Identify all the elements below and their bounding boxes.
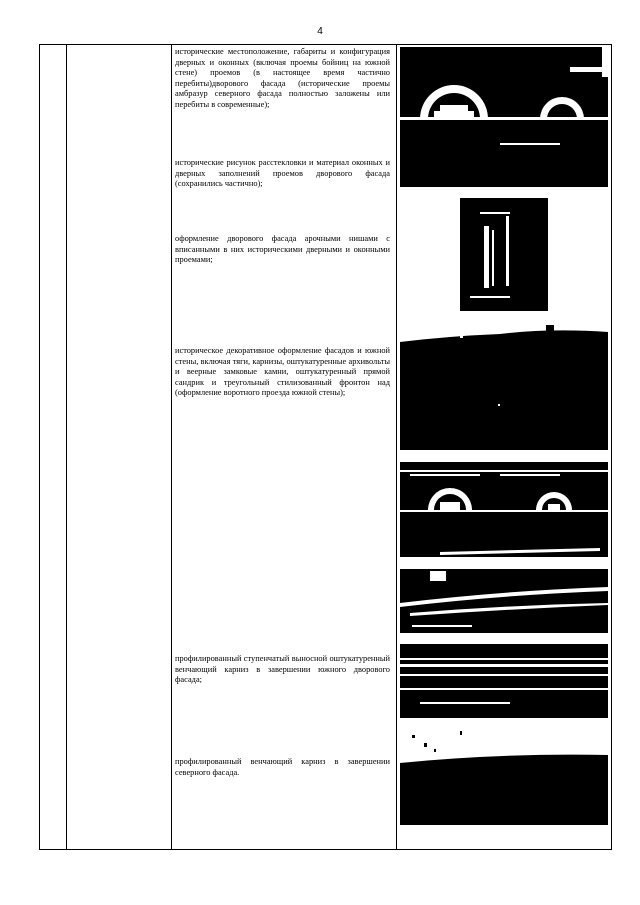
photo-north-cornice (400, 729, 608, 825)
column-divider-1 (66, 45, 67, 849)
item-text-5: профилированный ступенчатый выносной оштукатуренный венчающий карниз в завершении южного дворового фасада; (175, 654, 390, 685)
photo-arches-cornice (400, 462, 608, 557)
column-divider-2 (171, 45, 172, 849)
item-text-2: исторические рисунок расстекловки и материал оконных и дверных заполнений проемов дворового фасада (сохранились частично); (175, 158, 390, 189)
item-text-4: историческое декоративное оформление фасадов и южной стены, включая тяги, карнизы, оштукатуренные архивольты и веерные замковые камни, оштукатуренный прямой сандрик и треугольный стилизованный фронтон над (оформление воротного проезда южной стены); (175, 346, 390, 398)
photo-cornice-detail (400, 569, 608, 633)
photo-south-cornice (400, 644, 608, 718)
page-number: 4 (317, 26, 323, 37)
photo-courtyard-facade-arches (400, 47, 608, 187)
column-divider-3 (396, 45, 397, 849)
item-text-3: оформление дворового фасада арочными нишами с вписанными в них историческими дверными и оконными проемами; (175, 234, 390, 265)
item-text-6: профилированный венчающий карниз в завершении северного фасада. (175, 757, 390, 777)
photo-doorway-detail (460, 198, 548, 311)
photo-decorative-facade (400, 322, 608, 450)
item-text-1: исторические местоположение, габариты и конфигурация дверных и оконных (включая проемы бойниц на южной стене) проемов (в настоящее время частично перебиты)дворового фасада (исторические проемы амбразур северного фасада полностью заложены или перебиты в современные); (175, 47, 390, 109)
